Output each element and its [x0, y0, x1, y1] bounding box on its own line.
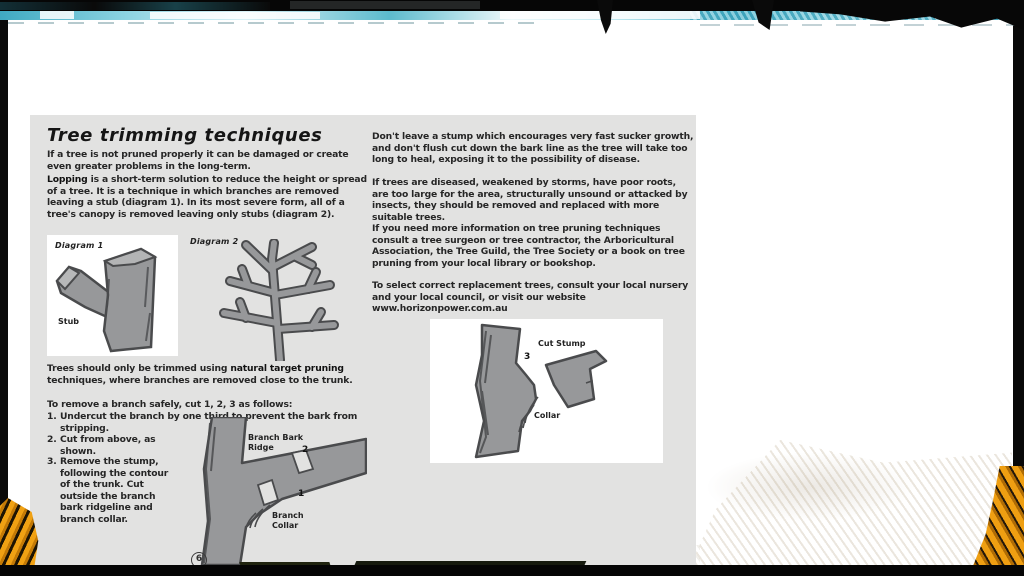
collar-label: Collar [534, 411, 561, 420]
branch-bark-ridge-label [248, 433, 303, 452]
list-number: 2. [47, 434, 57, 445]
bottom-black-bar [0, 565, 1024, 576]
paragraph: If a tree is not pruned properly it can be damaged or create even greater problems in the long-term. [47, 149, 349, 172]
paragraph-text: Trees should only be trimmed using [47, 363, 231, 374]
cyan-white-patch [40, 11, 74, 19]
cut-stump-figure [430, 319, 663, 463]
diagram1-label: Diagram 1 [55, 241, 104, 250]
paragraph: If you need more information on tree pruning techniques consult a tree surgeon or tree contractor, the Arboricultural Association, the Tree Guild, the Tree Society or a book on tree pruning from your local library or bookshop. [372, 223, 685, 269]
paragraph-text: is a short-term solution to reduce the height or spread of a tree. It is a technique in which branches are removed leaving a stub (diagram 1). In its most severe form, all of a tree's canopy is removed leaving only stubs (diagram 2). [47, 174, 367, 220]
diagram1-figure [47, 235, 178, 356]
label-line: Collar [272, 520, 299, 530]
paragraph [47, 363, 369, 386]
page-number: 6 [195, 554, 203, 564]
cut-stump-label: Cut Stump [538, 339, 586, 348]
brochure-page [30, 115, 696, 566]
lopped-trunk-illustration [47, 235, 178, 356]
paragraph: To select correct replacement trees, consult your local nursery and your local council, or visit our website www.horizonpower.com.au [372, 280, 689, 315]
branch-collar-label [272, 511, 304, 530]
paragraph: If trees are diseased, weakened by storms, have poor roots, are too large for the area, structurally unsound or attacked by insects, they should be removed and replaced with more suitable trees. [372, 177, 688, 223]
lopped-tree-illustration [200, 239, 348, 361]
scan-streak-line [8, 22, 548, 24]
bold-term-lopping: Lopping [47, 174, 88, 185]
cut-3-number: 3 [524, 352, 531, 362]
paragraph: Don't leave a stump which encourages very fast sucker growth, and don't flush cut down the bark line as the tree will take too long to heal, exposing it to the possibility of disease. [372, 131, 694, 166]
page-title: Tree trimming techniques [47, 125, 323, 146]
label-line: Branch [272, 511, 304, 520]
cut-1-number: 1 [298, 489, 305, 499]
pruning-cuts-figure [172, 417, 367, 566]
cyan-white-patch [150, 12, 320, 19]
list-item [47, 434, 175, 457]
paragraph-text: techniques, where branches are removed close to the trunk. [47, 374, 353, 386]
paragraph [47, 174, 369, 220]
bold-term-natural-target-pruning: natural target pruning [230, 363, 344, 374]
diagram2-label: Diagram 2 [190, 237, 239, 246]
stub-label: Stub [58, 317, 80, 326]
cut-2-number: 2 [302, 445, 309, 455]
top-gray-texture [290, 1, 480, 9]
list-number: 1. [47, 411, 57, 422]
paragraph: To remove a branch safely, cut 1, 2, 3 as follows: [47, 399, 293, 410]
list-item [47, 456, 169, 526]
list-text: Cut from above, as shown. [60, 434, 156, 457]
list-text: Undercut the branch by one third to prevent the bark from stripping. [60, 411, 358, 434]
list-text: Remove the stump, following the contour of the trunk. Cut outside the branch bark ridgeline and branch collar. [60, 456, 169, 525]
top-teal-texture [0, 2, 270, 10]
list-number: 3. [47, 456, 57, 467]
label-line: Branch Bark [248, 433, 304, 442]
label-line: Ridge [248, 442, 274, 452]
left-black-edge [0, 0, 8, 576]
